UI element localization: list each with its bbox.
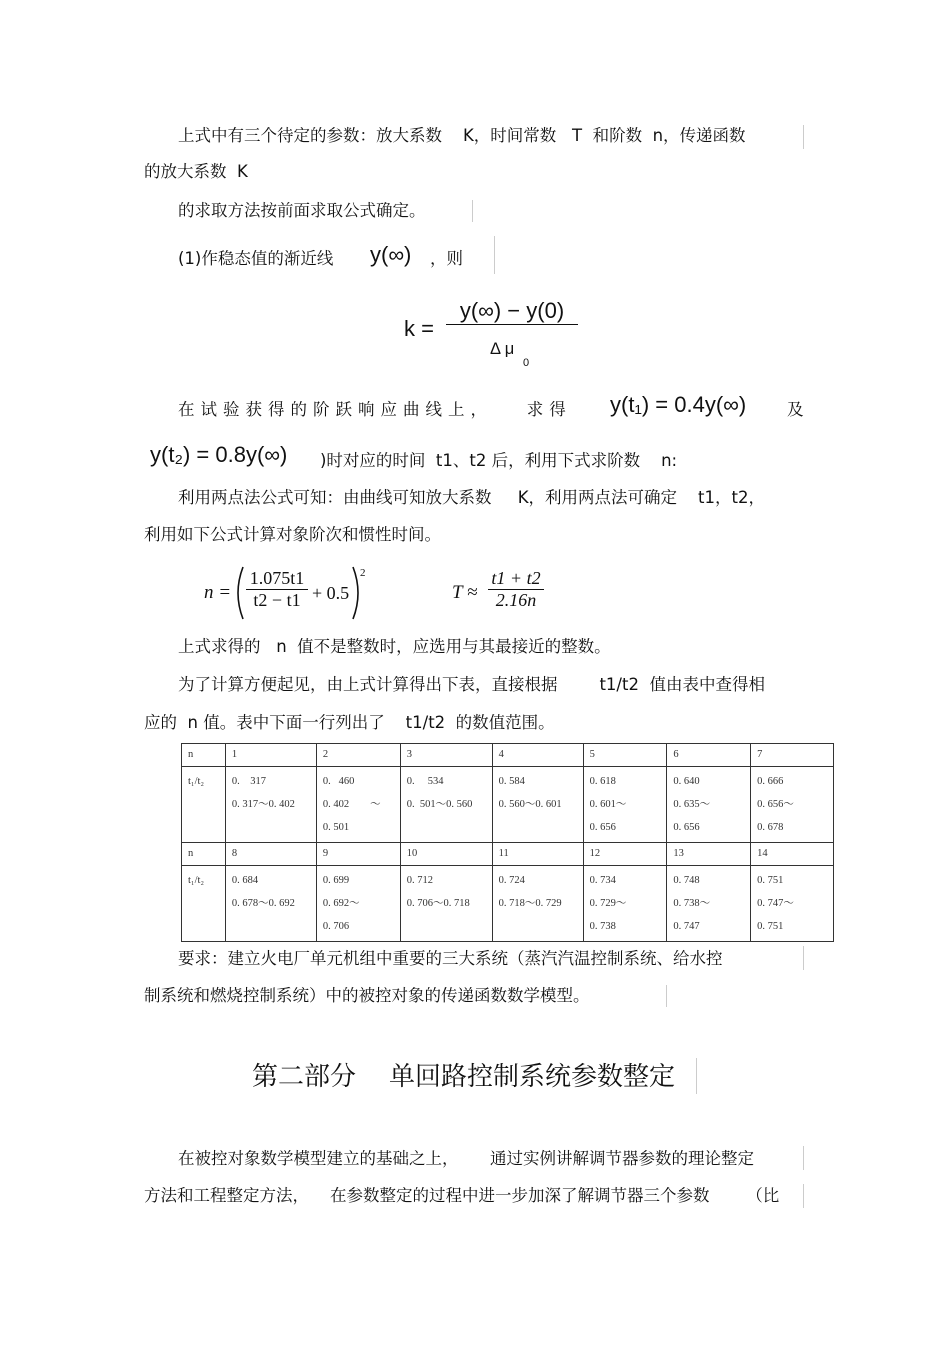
cell-value: 0. 317 — [231, 776, 267, 787]
table-cell: 5 — [583, 744, 667, 767]
table-cell — [225, 767, 316, 843]
table-row — [182, 744, 834, 767]
table-cell: 12 — [583, 843, 667, 866]
table-cell — [316, 767, 400, 843]
para3-line2: 利用如下公式计算对象阶次和惯性时间。 — [144, 525, 441, 544]
table-cell: 1 — [225, 744, 316, 767]
cell-value: 0. 734 — [589, 875, 616, 886]
para5-line2: 应的 n 值。表中下面一行列出了 t1/t2 的数值范围。 — [144, 713, 555, 732]
formula-k-numerator: y(∞) − y(0) — [459, 298, 565, 323]
cell-range: 0. 501 — [322, 822, 350, 833]
cell-range: 0. 656～ — [757, 799, 794, 810]
cell-range: 0. 738～ — [673, 898, 711, 909]
fraction-bar — [446, 324, 578, 325]
table-cell — [492, 866, 583, 942]
requirement-line1: 要求：建立火电厂单元机组中重要的三大系统（蒸汽汽温控制系统、给水控 — [178, 949, 723, 968]
cell-value: 0. 724 — [498, 875, 525, 886]
table-cell: 4 — [492, 744, 583, 767]
cell-range: 0. 402 ～ — [322, 799, 381, 810]
table-cell: 11 — [492, 843, 583, 866]
text-edge — [666, 985, 667, 1007]
table-cell — [667, 866, 751, 942]
table-cell: 8 — [225, 843, 316, 866]
text-edge — [803, 125, 804, 149]
formula-n-plus: + 0.5 — [312, 583, 350, 603]
cell-value: 0. 666 — [757, 776, 784, 787]
cell-value: 0. 748 — [673, 875, 700, 886]
step1-expression: y(∞) — [370, 242, 412, 267]
table-cell — [225, 866, 316, 942]
text-edge — [472, 200, 473, 222]
para5-line1: 为了计算方便起见，由上式计算得出下表，直接根据 t1/t2 值由表中查得相 — [178, 675, 765, 694]
formula-T-denominator: 2.16n — [495, 590, 537, 610]
formula-k-den-subscript: 0 — [523, 357, 530, 369]
para6-line1: 在被控对象数学模型建立的基础之上， 通过实例讲解调节器参数的理论整定 — [178, 1149, 754, 1168]
formula-k-fraction — [446, 298, 578, 325]
formula-n-lhs: n = — [204, 582, 232, 603]
table-cell — [316, 866, 400, 942]
cell-range: 0. 560～0. 601 — [498, 799, 562, 810]
cell-value: 0. 684 — [231, 875, 259, 886]
cell-range: 0. 747 — [673, 921, 700, 932]
cell-range: 0. 706 — [322, 921, 350, 932]
table-cell: 9 — [316, 843, 400, 866]
table-cell: 13 — [667, 843, 751, 866]
para2-line1-text: 在试验获得的阶跃响应曲线上， 求得 — [178, 400, 572, 419]
text-edge — [803, 1184, 804, 1208]
cell-value: 0. 584 — [498, 776, 525, 787]
requirement-line2: 制系统和燃烧控制系统）中的被控对象的传递函数数学模型。 — [144, 986, 590, 1005]
text-edge — [696, 1058, 697, 1094]
cell-range: 0. 317～0. 402 — [231, 799, 295, 810]
para2-line1-end: 及 — [787, 400, 804, 419]
cell-range: 0. 678 — [757, 822, 784, 833]
cell-range: 0. 601～ — [589, 799, 627, 810]
cell-range: 0. 738 — [589, 921, 616, 932]
table-cell — [583, 767, 667, 843]
table-cell-label: n — [182, 744, 226, 767]
cell-range: 0. 718～0. 729 — [498, 898, 562, 909]
text-edge — [803, 946, 804, 970]
cell-range: 0. 635～ — [673, 799, 711, 810]
table-cell: 2 — [316, 744, 400, 767]
table-cell-label: t₁/t₂ — [182, 767, 226, 843]
table-cell: 14 — [751, 843, 834, 866]
cell-range: 0. 751 — [757, 921, 784, 932]
cell-value: 0. 640 — [673, 776, 700, 787]
para2-line2-expression: y(t₂) = 0.8y(∞) — [150, 442, 288, 467]
table-cell — [583, 866, 667, 942]
table-cell — [751, 767, 834, 843]
step1-suffix: ，则 — [430, 249, 463, 268]
cell-range: 0. 692～ — [322, 898, 360, 909]
table-cell — [400, 767, 492, 843]
table-cell: 3 — [400, 744, 492, 767]
cell-value: 0. 460 — [322, 776, 355, 787]
cell-range: 0. 747～ — [757, 898, 794, 909]
table-cell-label: t₁/t₂ — [182, 866, 226, 942]
section-heading: 第二部分 单回路控制系统参数整定 — [252, 1062, 676, 1092]
cell-value: 0. 712 — [406, 875, 433, 886]
para1-line2: 的放大系数 K — [144, 162, 248, 181]
formula-n-numerator: 1.075t1 — [249, 568, 305, 588]
table-cell — [492, 767, 583, 843]
step1-label: (1)作稳态值的渐近线 — [178, 249, 334, 268]
formula-k-lhs: k = — [404, 316, 434, 341]
para1-line1: 上式中有三个待定的参数：放大系数 K，时间常数 T 和阶数 n，传递函数 — [178, 126, 746, 145]
para2-line2-text: )时对应的时间 t1、t2 后，利用下式求阶数 n: — [320, 451, 678, 470]
table-row — [182, 866, 834, 942]
text-edge — [494, 236, 495, 274]
table-cell-label: n — [182, 843, 226, 866]
cell-value: 0. 618 — [589, 776, 616, 787]
formula-T-lhs: T ≈ — [452, 582, 478, 603]
formula-k-denominator: Δ μ — [490, 340, 515, 358]
table-cell: 10 — [400, 843, 492, 866]
cell-range: 0. 656 — [673, 822, 700, 833]
cell-value: 0. 699 — [322, 875, 350, 886]
para1-line3: 的求取方法按前面求取公式确定。 — [178, 201, 426, 220]
para4-line1: 上式求得的 n 值不是整数时，应选用与其最接近的整数。 — [178, 637, 611, 656]
cell-range: 0. 656 — [589, 822, 616, 833]
cell-range: 0. 729～ — [589, 898, 627, 909]
n-ratio-table — [181, 743, 834, 942]
formula-n-fraction — [246, 568, 308, 611]
cell-value: 0. 751 — [757, 875, 784, 886]
table-cell: 6 — [667, 744, 751, 767]
para6-line2: 方法和工程整定方法， 在参数整定的过程中进一步加深了解调节器三个参数 （比 — [144, 1186, 780, 1205]
cell-value: 0. 534 — [406, 776, 444, 787]
para2-line1-expression: y(t₁) = 0.4y(∞) — [610, 392, 747, 417]
table-row — [182, 767, 834, 843]
text-edge — [803, 1146, 804, 1170]
cell-range: 0. 501～0. 560 — [406, 799, 473, 810]
formula-n-denominator: t2 − t1 — [253, 590, 301, 610]
formula-T-numerator: t1 + t2 — [491, 568, 541, 588]
cell-range: 0. 678～0. 692 — [231, 898, 295, 909]
cell-range: 0. 706～0. 718 — [406, 898, 470, 909]
para3-line1: 利用两点法公式可知：由曲线可知放大系数 K，利用两点法可确定 t1，t2， — [178, 488, 765, 507]
table-cell: 7 — [751, 744, 834, 767]
table-cell — [751, 866, 834, 942]
formula-n-power: 2 — [360, 567, 366, 579]
table-cell — [667, 767, 751, 843]
table-cell — [400, 866, 492, 942]
formula-T-fraction — [488, 568, 544, 611]
table-row — [182, 843, 834, 866]
